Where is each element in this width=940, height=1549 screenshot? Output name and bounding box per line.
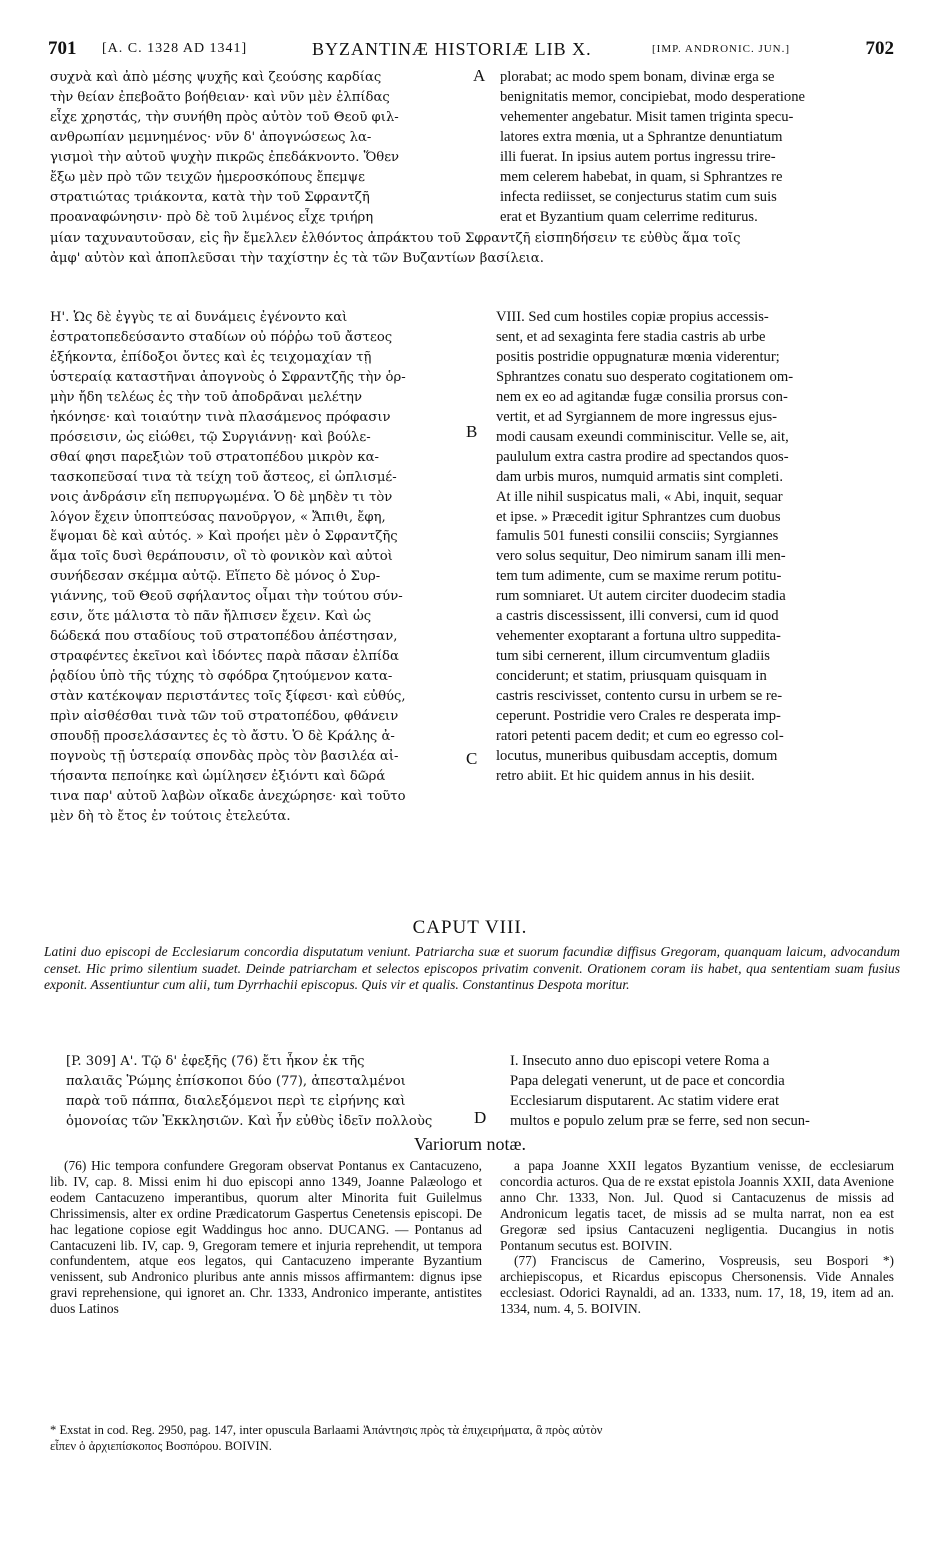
text-line: ῥᾳδίου ὑπὸ τῆς τύχης τὸ σφόδρα ζητούμενον κατα-: [50, 669, 393, 685]
text-line: προαναφώνησιν· πρὸ δὲ τοῦ λιμένος εἶχε τριήρη: [50, 209, 374, 225]
chapter-summary: Latini duo episcopi de Ecclesiarum concordia disputatum veniunt. Patriarcha suæ et suorum facundiæ diffisus Gregoram, quanquam laicum, advocandum censet. Hic primo silentium suadet. Deinde patriarcham et selectos episcopos privatim convenit. Orationem coram iis habet, qua sententiam suam fusius exponit. Assentiuntur cum alii, tum Dyrrhachii episcopus. Quis vir et qualis. Constantinus Despota moritur.: [44, 944, 900, 993]
text-line: στραφέντες ἐκεῖνοι καὶ ἰδόντες παρὰ πᾶσαν ἐλπίδα: [50, 649, 399, 665]
text-line: Η'. Ὡς δὲ ἐγγὺς τε αἱ δυνάμεις ἐγένοντο καὶ: [50, 310, 348, 325]
text-line: ἕψομαι δὲ καὶ αὐτός. » Καὶ προήει μὲν ὁ Σφραντζῆς: [50, 529, 398, 545]
text-line: mem celerem habebat, in quam, si Sphrantzes re: [500, 168, 783, 185]
text-line: γισμοὶ τὴν αὐτοῦ ψυχὴν πικρῶς ἐπεδάκνοντο. Ὅθεν: [50, 149, 400, 165]
text-line: tem tum adimente, cum se maxime rerum potitu-: [496, 568, 782, 585]
text-line: ἅμα τοῖς δυσὶ θεράπουσιν, οἳ τὸ φονικὸν καὶ αὐτοὶ: [50, 549, 393, 565]
text-line: dam urbis muros, numquid armatis sint completi.: [496, 468, 783, 485]
text-line: συχνὰ καὶ ἀπὸ μέσης ψυχῆς καὶ ζεούσης καρδίας: [50, 70, 382, 85]
text-line: σθαί φησι παρεξιὼν τοῦ στρατοπέδου μικρὸν κα-: [50, 449, 379, 465]
text-line: σπουδῇ προσελάσαντες ἐς τὸ ἄστυ. Ὁ δὲ Κράλης ἀ-: [50, 729, 395, 745]
latin-column-top: [500, 68, 895, 228]
text-line: συνήδεσαν σκέμμα αὐτῷ. Εἵπετο δὲ μόνος ὁ Συρ-: [50, 569, 381, 585]
text-line: conciderunt; et statim, priusquam quisquam in: [496, 668, 767, 685]
margin-letter-c: C: [466, 749, 478, 768]
greek-column-top: [50, 68, 488, 228]
text-line: sent, et ad sexaginta fere stadia castris ab urbe: [496, 328, 766, 345]
text-line: vero solus sequitur, Deo nimirum sanam illi men-: [496, 548, 786, 565]
text-line: ανθρωπίαν μεμνημένος· νῦν δ' ἀπογνώσεως λα-: [50, 129, 372, 145]
greek-bridge-text: [50, 229, 900, 269]
text-line: γιάννης, τοῦ Θεοῦ σφήλαντος οἶμαι τὴν τούτου σύν-: [50, 589, 403, 605]
date-range: [A. C. 1328 AD 1341]: [102, 41, 248, 56]
text-line: Sphrantzes conatu suo desperato cogitationem om-: [496, 368, 794, 385]
text-line: illi fuerat. In ipsius autem portus ingressu trire-: [500, 148, 776, 165]
text-line: πρὶν αἰσθέσθαι τινὰ τῶν τοῦ στρατοπέδου, φθάνειν: [50, 709, 399, 725]
greek-column-chapter: [66, 1052, 490, 1132]
text-line: benignitatis memor, concipiebat, modo desperatione: [500, 88, 805, 105]
text-line: vertit, et ad Syrgiannem de more ingressus ejus-: [496, 408, 778, 425]
latin-column-section: [496, 308, 894, 787]
text-line: τὴν θείαν ἐπεβοᾶτο βοήθειαν· καὶ νῦν μὲν ἐλπίδας: [50, 89, 390, 105]
text-line: ἔξω μὲν πρὸ τῶν τειχῶν ἡμεροσκόπους ἔπεμψε: [50, 169, 365, 185]
right-page-number: 702: [865, 38, 894, 59]
text-line: εἶπεν ὁ ἀρχιεπίσκοπος Βοσπόρου. BOIVIN.: [50, 1439, 272, 1453]
text-line: Papa delegati venerunt, ut de pace et concordia: [510, 1072, 785, 1089]
text-line: latores extra mœnia, ut a Sphrantze denuntiatum: [500, 128, 783, 145]
text-line: multos e populo zelum præ se ferre, sed non secun-: [510, 1112, 810, 1129]
notes-title: Variorum notæ.: [414, 1134, 526, 1154]
text-line: ratori petenti pacem dedit; et cum eo egresso col-: [496, 728, 784, 745]
text-line: ἠκόνησε· καὶ τοιαύτην τινὰ πλασάμενος πρόφασιν: [50, 409, 391, 425]
latin-column-chapter: [510, 1052, 896, 1132]
text-line: a castris discessissent, illi conversi, cum id quod: [496, 608, 779, 625]
text-line: μὴν ἤδη τελέως ἐς τὴν τοῦ ἀποδρᾶναι μελέτην: [50, 389, 362, 405]
text-line: ἑξήκοντα, ἐπίδοξοι ὄντες καὶ ἐς τειχομαχίαν τῇ: [50, 349, 372, 365]
footnote: [50, 1422, 900, 1454]
text-line: At ille nihil suspicatus mali, « Abi, inquit, sequar: [496, 488, 783, 505]
text-line: ἐστρατοπεδεύσαντο σταδίων οὐ πόῤῥω τοῦ ἄστεος: [50, 329, 393, 345]
text-line: ὁμονοίας τῶν Ἐκκλησιῶν. Καὶ ἦν εὐθὺς ἰδεῖν πολλοὺς: [66, 1113, 433, 1129]
note-paragraph: (77) Franciscus de Camerino, Vospreusis, seu Bospori *) archiepiscopus, et Ricardus episcopus Chersonensis. Vide Annales ecclesiast. Odorici Raynaldi, ad an. 1333, num. 17, 18, 19, item ad an. 1334, num. 4, 5. BOIVIN.: [500, 1253, 894, 1317]
text-line: rum somniaret. Ut autem circiter duodecim stadia: [496, 588, 786, 605]
note-paragraph: (76) Hic tempora confundere Gregoram observat Pontanus ex Cantacuzeno, lib. IV, cap. 8. Missi enim hi duo episcopi anno 1349, Joanne Palæologo et eodem Cantacuzeno imperantibus, quorum alter Minorita fuit Guilelmus Chrissimensis, alter ex ordine Prædicatorum Gaspertus Cenetensis episcopi. De hac legatione copiose egit Waddingus hoc anno. DUCANG. — Pontanus ad Cantacuzeni lib. IV, cap. 9, Gregoram temere et injuria reprehendit, ut tempora confundentem, atque eos legatos, qui Cantacuzeno imperante Byzantium venissent, sub Andronico pluribus ante annis missos affirmantem: dignus ipse gravi reprehensione, qui ignoret an. Chr. 1333, Andronico imperante, antistites duos Latinos: [50, 1158, 482, 1317]
chapter-title: CAPUT VIII.: [412, 917, 528, 938]
margin-letter-a: A: [473, 66, 486, 85]
text-line: VIII. Sed cum hostiles copiæ propius accessis-: [496, 309, 769, 325]
text-line: positis postridie oppugnaturæ mœnia viderentur;: [496, 348, 780, 365]
text-line: εσιν, ὅτε μάλιστα τὸ πᾶν ἤλπισεν ἔχειν. Καὶ ὡς: [50, 609, 372, 625]
text-line: ὑστεραίᾳ καταστῆναι ἀπογνοὺς ὁ Σφραντζῆς τὴν ὁρ-: [50, 369, 406, 385]
text-line: modi causam exeundi comminiscitur. Velle se, ait,: [496, 428, 789, 445]
running-header: [40, 34, 900, 64]
text-line: Ecclesiarum disputarent. Ac statim videre erat: [510, 1092, 780, 1109]
text-line: nem ex eo ad agitandæ fugæ consilia prorsus con-: [496, 388, 788, 405]
note-paragraph: a papa Joanne XXII legatos Byzantium venisse, de ecclesiarum concordia acturos. Qua de re exstat epistola Joannis XXII, data Avenione anno Chr. 1333, Non. Jul. Quod si Cantacuzenus de missis ad Andronicum legatis tacet, de missis ad se multa narrat, non ea est Gregoræ sed ipsius Cantacuzeni negligentia. Ducangius in notis Pontanum secutus est. BOIVIN.: [500, 1158, 894, 1253]
text-line: ceperunt. Postridie vero Crales re desperata imp-: [496, 708, 781, 725]
text-line: * Exstat in cod. Reg. 2950, pag. 147, inter opuscula Barlaami Ἀπάντησις πρὸς τὰ ἐπιχειρήματα, ἃ πρὸς αὐτὸν: [50, 1423, 603, 1437]
text-line: locutus, muneribus quibusdam acceptis, domum: [496, 747, 778, 764]
text-line: I. Insecuto anno duo episcopi vetere Roma a: [510, 1053, 770, 1069]
text-line: τινα παρ' αὐτοῦ λαβὼν οἴκαδε ἀνεχώρησε· καὶ τοῦτο: [50, 788, 406, 804]
text-line: λόγον ἔχειν ὑποπτεύσας πανοῦργον, « Ἄπιθι, ἔφη,: [50, 509, 386, 525]
text-line: infecta rediisset, se conjecturus statim cum suis: [500, 188, 777, 205]
text-line: paululum extra castra prodire ad spectandos quos-: [496, 448, 789, 465]
text-line: vehementer exoptarant a fortuna ultro suppedita-: [496, 628, 781, 645]
margin-letter-b: B: [466, 422, 478, 441]
running-title: BYZANTINÆ HISTORIÆ LIB X.: [312, 39, 592, 59]
text-line: παλαιᾶς Ῥώμης ἐπίσκοποι δύο (77), ἀπεσταλμένοι: [66, 1073, 406, 1089]
notes-left-column: [50, 1158, 482, 1317]
text-line: famulis 501 funesti consilii consciis; Syrgiannes: [496, 528, 779, 545]
text-line: erat et Byzantium quam celerrime rediturus.: [500, 208, 758, 225]
left-page-number: 701: [48, 38, 77, 59]
text-line: castris rescivisset, contento cursu in urbem se re-: [496, 688, 783, 705]
text-line: δώδεκά που σταδίους τοῦ στρατοπέδου ἀπέστησαν,: [50, 629, 398, 645]
text-line: μίαν ταχυναυτοῦσαν, εἰς ἣν ἔμελλεν ἐλθόντος ἀπράκτου τοῦ Σφραντζῆ εἰσπηδήσειν τε εὐθὺς ἅμα τοῖς: [50, 231, 741, 246]
text-line: παρὰ τοῦ πάππα, διαλεξόμενοι περὶ τε εἰρήνης καὶ: [66, 1093, 406, 1109]
text-line: τασκοπεῦσαί τινα τὰ τείχη τοῦ ἄστεος, εἰ ὡπλισμέ-: [50, 469, 397, 485]
imperator-label: [IMP. ANDRONIC. JUN.]: [652, 43, 791, 55]
text-line: μὲν δὴ τὸ ἔτος ἐν τούτοις ἐτελεύτα.: [50, 808, 291, 824]
notes-right-column: [500, 1158, 894, 1317]
text-line: retro abiit. Et hic quidem annus in his desiit.: [496, 767, 755, 784]
text-line: ἀμφ' αὐτὸν καὶ ἀποπλεῦσαι τὴν ταχίστην ἐς τὰ τῶν Βυζαντίων βασίλεια.: [50, 250, 544, 266]
text-line: πογνοὺς τῇ ὑστεραίᾳ σπονδὰς πρὸς τὸν βασιλέα αἰ-: [50, 748, 399, 764]
text-line: στρατιώτας τριάκοντα, κατὰ τὴν τοῦ Σφραντζῆ: [50, 189, 370, 205]
margin-letter-d: D: [474, 1108, 487, 1127]
text-line: εἶχε χρηστάς, τὴν συνήθη πρὸς αὐτὸν τοῦ Θεοῦ φιλ-: [50, 109, 399, 125]
text-line: et ipse. » Præcedit igitur Sphrantzes cum duobus: [496, 508, 781, 525]
text-line: στὰν κατέκοψαν περιστάντες τοῖς ξίφεσι· καὶ εὐθύς,: [50, 689, 406, 705]
greek-column-section: [50, 308, 484, 827]
text-line: [P. 309] Α'. Τῷ δ' ἐφεξῆς (76) ἔτι ἧκον ἐκ τῆς: [66, 1054, 365, 1069]
text-line: plorabat; ac modo spem bonam, divinæ erga se: [500, 69, 775, 85]
text-line: tum sibi cernerent, illum circumventum gladiis: [496, 648, 770, 665]
text-line: vehementer angebatur. Misit tamen triginta specu-: [500, 108, 794, 125]
text-line: τήσαντα πεποίηκε καὶ ὡμίλησεν ἐξιόντι καὶ δῶρά: [50, 768, 386, 784]
text-line: νοις ἀνδράσιν εἴη πεπυργωμένα. Ὁ δὲ μηδὲν τι τὸν: [50, 489, 393, 505]
text-line: πρόσεισιν, ὡς εἰώθει, τῷ Συργιάννῃ· καὶ βούλε-: [50, 429, 371, 445]
